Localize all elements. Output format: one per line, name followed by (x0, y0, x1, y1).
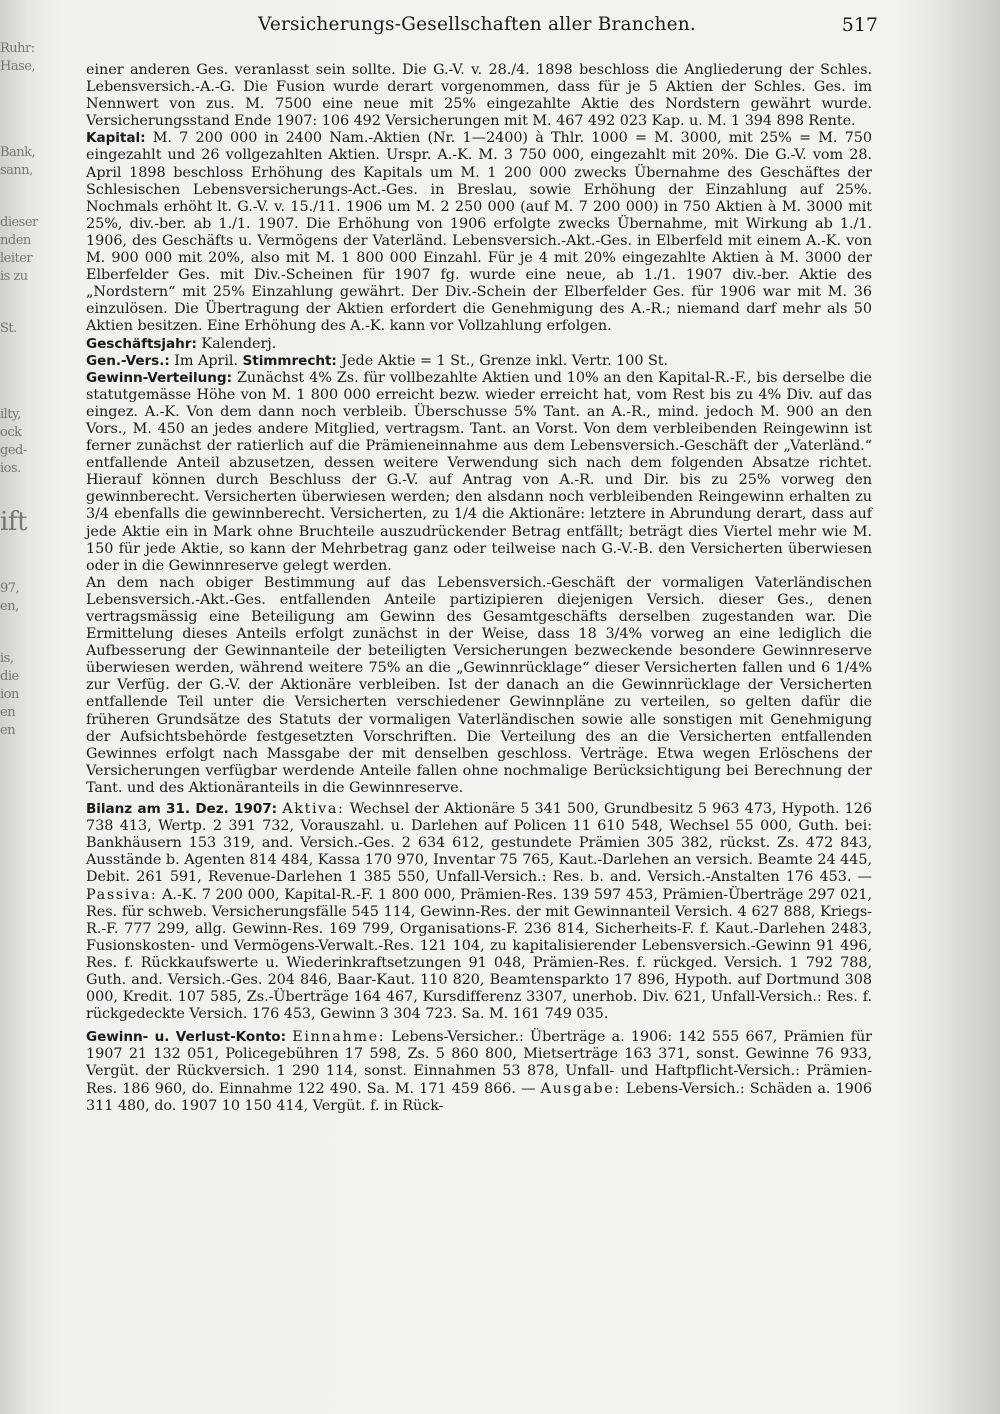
margin-fragment: is zu (0, 269, 28, 284)
paragraph-text: Lebens-Versich.: Schäden a. 1906 311 480, do. 1907 10 150 414, Vergüt. f. in Rück- (86, 1080, 872, 1114)
paragraph-text: Wechsel der Aktionäre 5 341 500, Grundbesitz 5 963 473, Hypoth. 126 738 413, Wertp. 2 391 732, Vorauszahl. u. Darlehen auf Policen 11 610 548, Wechsel 55 000, Guth. bei: Bankhäusern 153 319, and. Versich.-Ges. 2 634 612, gestundete Prämien 305 382, rückst. Zs. 472 843, Ausstände b. Agenten 814 484, Kassa 170 970, Inventar 75 765, Kaut.-Darlehen an versich. Beamte 24 445, Debit. 261 591, Revenue-Darlehen 1 385 550, Unfall-Versich.: Res. b. and. Versich.-Anstalten 176 453. — (86, 801, 872, 886)
paragraph-kapital (86, 130, 872, 335)
section-heading: Bilanz am 31. Dez. 1907: (86, 801, 278, 818)
margin-fragment: leiter (0, 251, 33, 266)
page-header (88, 14, 878, 44)
paragraph-gewinnverteilung (86, 370, 872, 575)
margin-fragment: en, (0, 599, 19, 614)
margin-fragment: Ruhr: (0, 41, 35, 56)
margin-fragment: ged- (0, 443, 27, 458)
left-margin-fragments (0, 40, 42, 1380)
ausgabe-label: Ausgabe: (540, 1080, 621, 1097)
section-heading: Gen.-Vers.: (86, 352, 170, 369)
margin-fragment: ios. (0, 461, 21, 476)
margin-fragment: die (0, 669, 19, 684)
margin-fragment: en (0, 705, 16, 720)
margin-fragment: ift (0, 507, 27, 537)
section-heading: Stimmrecht: (242, 352, 337, 369)
margin-fragment: St. (0, 321, 17, 336)
margin-fragment: dieser (0, 215, 38, 230)
paragraph-text: einer anderen Ges. veranlasst sein sollte. Die G.-V. v. 28./4. 1898 beschloss die Angliederung der Schles. Lebensversich.-A.-G. Die Fusion wurde derart vorgenommen, dass für je 5 Aktien der Schles. Ges. im Nennwert von zus. M. 7500 eine neue mit 25% eingezahlte Aktie des Nordstern gewährt wurde. Versicherungsstand Ende 1907: 106 492 Versicherungen mit M. 467 492 023 Kap. u. M. 1 394 898 Rente. (86, 62, 872, 130)
margin-fragment: ion (0, 687, 19, 702)
aktiva-label: Aktiva: (282, 801, 345, 818)
margin-fragment: nden (0, 233, 31, 248)
margin-fragment: 97, (0, 581, 20, 596)
paragraph-text: Zunächst 4% Zs. für vollbezahlte Aktien und 10% an den Kapital-R.-F., bis derselbe die statutgemässe Höhe von M. 1 800 000 erreicht bezw. wieder erreicht hat, vom Rest bis zu 4% Div. auf das eingez. A.-K. Von dem dann noch verbleib. Überschusse 5% Tant. an A.-R., mind. jedoch M. 900 an den Vors., M. 450 an jedes andere Mitglied, vertragsm. Tant. an Vorst. Von dem verbleibenden Reingewinn ist ferner zunächst der ratierlich auf die Prämieneinnahme aus dem Lebensversich.-Geschäft der „Vaterländ.“ entfallende Anteil abzusetzen, dessen weitere Verwendung sich nach dem folgenden Absatze richtet. Hierauf können durch Beschluss der G.-V. auf Antrag von A.-R. und Dir. bis zu 25% vorweg den gewinnberecht. Versicherten überwiesen werden; den alsdann noch verbleibenden Reingewinn erhalten zu 3/4 ebenfalls die gewinnberecht. Versicherten, zu 1/4 die Aktionäre: letztere in Abrundung derart, dass auf jede Aktie ein in Mark ohne Bruchteile auszudrückender Betrag entfällt; beträgt dies Viertel mehr wie M. 150 für jede Aktie, so kann der Mehrbetrag ganz oder teilweise nach G.-V.-B. den Versicherten überwiesen oder in die Gewinnreserve gelegt werden. (86, 369, 873, 574)
margin-fragment: is, (0, 651, 14, 666)
section-heading: Gewinn- u. Verlust-Konto: (86, 1029, 286, 1046)
margin-fragment: ock (0, 425, 22, 440)
page-number: 517 (841, 14, 878, 36)
body-text (86, 62, 872, 1115)
paragraph-bilanz (86, 801, 872, 1023)
running-title: Versicherungs-Gesellschaften aller Branchen. (258, 14, 696, 35)
paragraph-gewinn-verlust (86, 1029, 872, 1114)
paragraph-text: An dem nach obiger Bestimmung auf das Lebensversich.-Geschäft der vormaligen Vaterländischen Lebensversich.-Akt.-Ges. entfallenden Anteile partizipieren diejenigen Versich. dieser Ges., denen vertragsmässig eine Beteiligung am Gewinn des Gesamtgeschäfts derselben zugestanden war. Die Ermittelung dieses Anteils erfolgt zunächst in der Weise, dass 18 3/4% vorweg an eine lediglich die Aufbesserung der Gewinnanteile der beteiligten Versicherungen bezweckende besondere Gewinnreserve überwiesen werden, während weitere 75% an die „Gewinnrücklage“ dieser Versicherten fallen und 6 1/4% zur Verfüg. der G.-V. der Aktionäre verbleiben. Ist der danach an die Gewinnrücklage der Versicherten entfallende Teil unter die Versicherten verschiedener Gewinnpläne zu verteilen, so gelten dafür die früheren Grundsätze des Statuts der vormaligen Vaterländischen sowie alle sonstigen mit Genehmigung der Aufsichtsbehörde festgesetzten Vorschriften. Die Verteilung des an die Versicherten entfallenden Gewinnes erfolgt nach Massgabe der mit denselben geschloss. Verträge. Etwa wegen Erlöschens der Versicherungen verfügbar werdende Anteile fallen ohne nochmalige Berücksichtigung bei Berechnung der Tant. und des Aktionäranteils in die Gewinnreserve. (86, 574, 872, 796)
margin-fragment: Hase, (0, 59, 36, 74)
paragraph-text: A.-K. 7 200 000, Kapital-R.-F. 1 800 000, Prämien-Res. 139 597 453, Prämien-Überträge 297 021, Res. für schweb. Versicherungsfälle 545 114, Gewinn-Res. der mit Gewinnanteil Versich. 4 627 888, Kriegs-R.-F. 777 299, allg. Gewinn-Res. 169 799, Organisations-F. 236 814, Sicherheits-F. f. Kaut.-Darlehen 2483, Fusionskosten- und Vermögens-Verwalt.-Res. 121 104, zu kapitalisierender Lebensversich.-Gewinn 91 496, Res. f. Rückkaufswerte u. Wiederinkraftsetzungen 91 048, Prämien-Res. f. rückged. Versich. 1 792 788, Guth. and. Versich.-Ges. 204 846, Baar-Kaut. 110 820, Beamtensparkto 17 896, Hypoth. auf Dortmund 308 000, Kredit. 107 585, Zs.-Überträge 164 467, Kursdifferenz 3307, unerhob. Div. 621, Unfall-Versich.: Res. f. rückgedeckte Versich. 176 453, Gewinn 3 304 723. Sa. M. 161 749 035. (86, 886, 872, 1023)
paragraph-text: Kalenderj. (201, 335, 277, 352)
paragraph-text: Jede Aktie = 1 St., Grenze inkl. Vertr. 100 St. (341, 352, 669, 369)
section-heading: Gewinn-Verteilung: (86, 369, 232, 386)
paragraph-text: Im April. (174, 352, 238, 369)
einnahme-label: Einnahme: (292, 1029, 386, 1046)
paragraph-generalversammlung (86, 353, 872, 370)
margin-fragment: en (0, 723, 16, 738)
section-heading: Kapital: (86, 130, 146, 147)
paragraph-text: M. 7 200 000 in 2400 Nam.-Aktien (Nr. 1—2400) à Thlr. 1000 = M. 3000, mit 25% = M. 750 eingezahlt und 26 vollgezahlten Aktien. Urspr. A.-K. M. 3 750 000, eingezahlt mit 20%. Die G.-V. vom 28. April 1898 beschloss Erhöhung des Kapitals um M. 1 200 000 zwecks Übernahme des Geschäftes der Schlesischen Lebensversicherungs-Act.-Ges. in Breslau, sowie Erhöhung der Einzahlung auf 25%. Nochmals erhöht lt. G.-V. v. 15./11. 1906 um M. 2 250 000 (auf M. 7 200 000) in 750 Aktien à M. 3000 mit 25%, div.-ber. ab 1./1. 1907. Die Erhöhung von 1906 erfolgte zwecks Übernahme, mit Wirkung ab 1./1. 1906, des Geschäfts u. Vermögens der Vaterländ. Lebensversich.-Akt.-Ges. in Elberfeld mit einem A.-K. von M. 900 000 mit 20%, also mit M. 1 800 000 Einzahl. Für je 4 mit 20% eingezahlte Aktien à M. 3000 der Elberfelder Ges. mit Div.-Scheinen für 1907 fg. wurde eine neue, ab 1./1. 1907 div.-ber. Aktie des „Nordstern“ mit 25% Einzahlung gewährt. Der Div.-Schein der Elberfelder Ges. für 1906 war mit M. 36 einzulösen. Die Übertragung der Aktien erfordert die Genehmigung des A.-R.; niemand darf mehr als 50 Aktien besitzen. Eine Erhöhung des A.-K. kann vor Vollzahlung erfolgen. (86, 130, 872, 335)
paragraph-text: Lebens-Versicher.: Überträge a. 1906: 142 555 667, Prämien für 1907 21 132 051, Policegebühren 17 598, Zs. 5 860 800, Mietserträge 163 371, sonst. Gewinne 76 933, Vergüt. der Rückversich. 1 290 114, sonst. Einnahmen 53 878, Unfall- und Haftpflicht-Versich.: Prämien-Res. 186 960, do. Einnahme 122 490. Sa. M. 171 459 866. — (86, 1029, 872, 1097)
section-heading: Geschäftsjahr: (86, 335, 197, 352)
margin-fragment: sann, (0, 163, 33, 178)
paragraph-geschaeftsjahr (86, 336, 872, 353)
margin-fragment: Bank, (0, 145, 36, 160)
margin-fragment: ilty, (0, 407, 21, 422)
paragraph-vaterlaendische (86, 575, 872, 797)
paragraph-intro (86, 62, 872, 130)
passiva-label: Passiva: (86, 886, 158, 903)
